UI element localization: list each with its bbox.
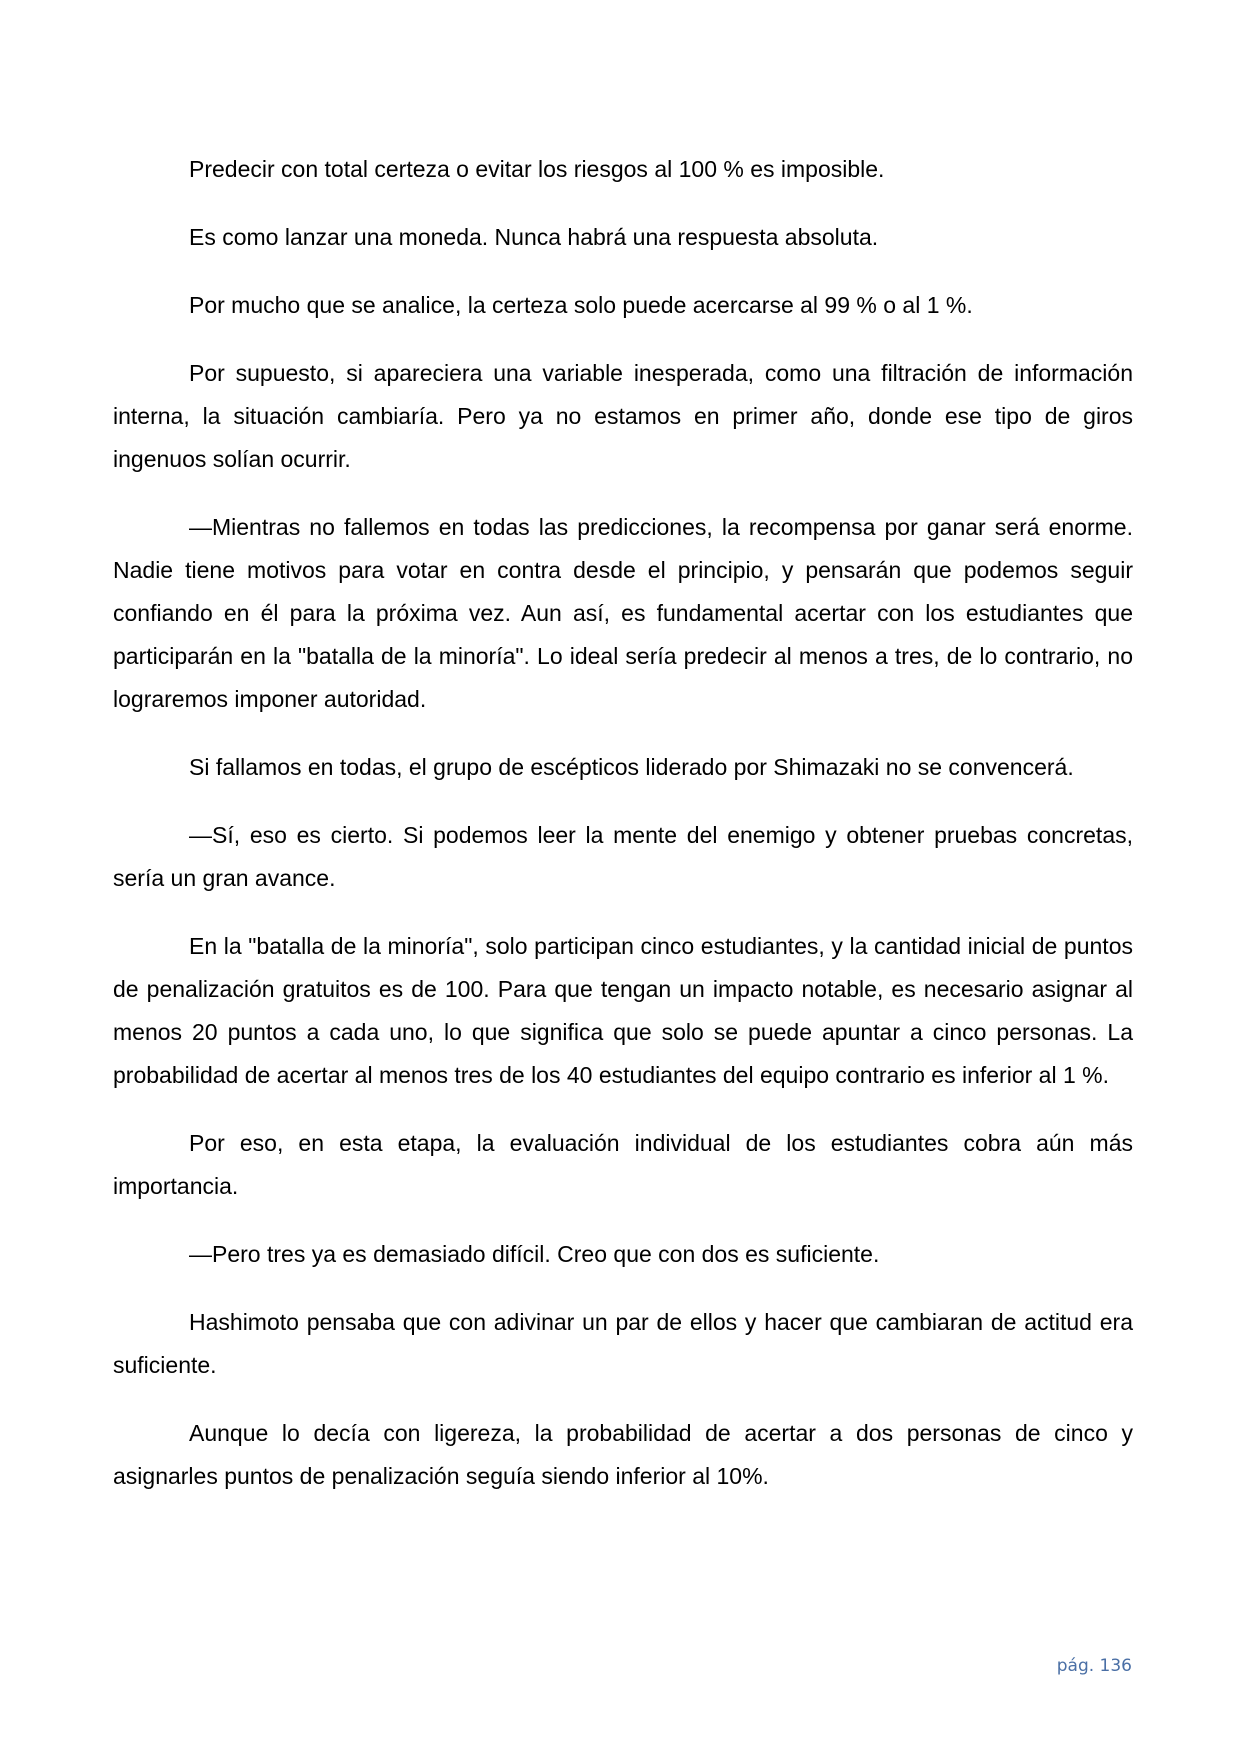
paragraph: En la "batalla de la minoría", solo participan cinco estudiantes, y la cantidad inicial de puntos de penalización gratuitos es de 100. Para que tengan un impacto notable, es necesario asignar al menos 20 puntos a cada uno, lo que significa que solo se puede apuntar a cinco personas. La probabilidad de acertar al menos tres de los 40 estudiantes del equipo contrario es inferior al 1 %.	[113, 933, 1133, 1088]
paragraph: Por mucho que se analice, la certeza solo puede acercarse al 99 % o al 1 %.	[189, 292, 973, 318]
paragraph: Predecir con total certeza o evitar los riesgos al 100 % es imposible.	[189, 156, 885, 182]
paragraph: Por eso, en esta etapa, la evaluación individual de los estudiantes cobra aún más importancia.	[113, 1130, 1133, 1199]
paragraph: Si fallamos en todas, el grupo de escépticos liderado por Shimazaki no se convencerá.	[189, 754, 1074, 780]
paragraph: Aunque lo decía con ligereza, la probabilidad de acertar a dos personas de cinco y asignarles puntos de penalización seguía siendo inferior al 10%.	[113, 1420, 1133, 1489]
paragraph: —Pero tres ya es demasiado difícil. Creo que con dos es suficiente.	[189, 1241, 880, 1267]
paragraph: Por supuesto, si apareciera una variable inesperada, como una filtración de información interna, la situación cambiaría. Pero ya no estamos en primer año, donde ese tipo de giros ingenuos solían ocurrir.	[113, 360, 1133, 472]
paragraph: Es como lanzar una moneda. Nunca habrá una respuesta absoluta.	[189, 224, 879, 250]
page-number: pág. 136	[1056, 1656, 1132, 1676]
body-text	[113, 148, 1133, 1523]
paragraph: Hashimoto pensaba que con adivinar un par de ellos y hacer que cambiaran de actitud era suficiente.	[113, 1309, 1133, 1378]
paragraph: —Mientras no fallemos en todas las predicciones, la recompensa por ganar será enorme. Nadie tiene motivos para votar en contra desde el principio, y pensarán que podemos seguir confiando en él para la próxima vez. Aun así, es fundamental acertar con los estudiantes que participarán en la "batalla de la minoría". Lo ideal sería predecir al menos a tres, de lo contrario, no lograremos imponer autoridad.	[113, 514, 1133, 712]
paragraph: —Sí, eso es cierto. Si podemos leer la mente del enemigo y obtener pruebas concretas, sería un gran avance.	[113, 822, 1133, 891]
